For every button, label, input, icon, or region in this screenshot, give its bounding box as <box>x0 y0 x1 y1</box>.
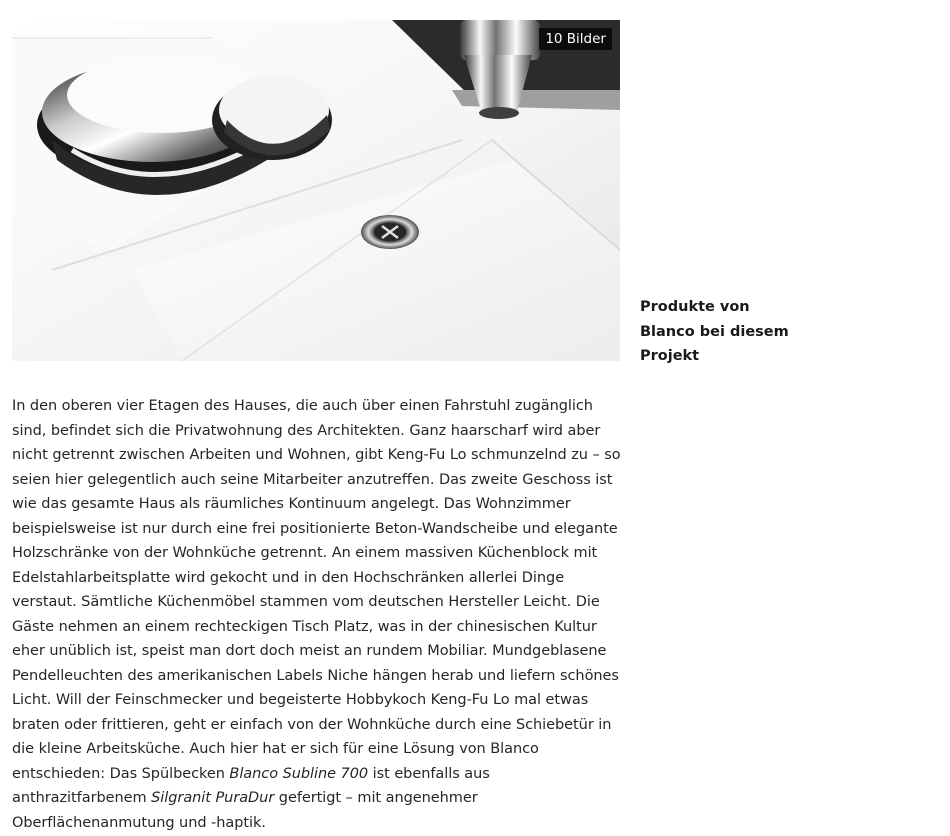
products-heading-line3: Projekt <box>640 348 700 364</box>
gallery-image[interactable] <box>12 20 620 361</box>
products-heading-line1: Produkte von <box>640 299 750 315</box>
product-name-material: Silgranit PuraDur <box>151 790 275 806</box>
related-products-heading[interactable] <box>640 295 820 369</box>
article-text-part1: In den oberen vier Etagen des Hauses, die auch über einen Fahrstuhl zugänglich sind, befindet sich die Privatwohnung des Architekten. Ganz haarscharf wird aber nicht getrennt zwischen Arbeiten und Wohnen, gibt Keng-Fu Lo schmunzelnd zu – so seien hier gelegentlich auch seine Mitarbeiter anzutreffen. Das zweite Geschoss ist wie das gesamte Haus als räumliches Kontinuum angelegt. Das Wohnzimmer beispielsweise ist nur durch eine frei positionierte Beton-Wandscheibe und elegante Holzschränke von der Wohnküche getrennt. An einem massiven Küchenblock mit Edelstahlarbeitsplatte wird gekocht und in den Hochschränken allerlei Dinge verstaut. Sämtliche Küchenmöbel stammen vom deutschen Hersteller Leicht. Die Gäste nehmen an einem rechteckigen Tisch Platz, was in der chinesischen Kultur eher unüblich ist, speist man dort doch meist an rundem Mobiliar. Mundgeblasene Pendelleuchten des amerikanischen Labels Niche hängen herab und liefern schönes Licht. Will der Feinschmecker und begeisterte Hobbykoch Keng-Fu Lo mal etwas braten oder frittieren, geht er einfach von der Wohnküche durch eine Schiebetür in die kleine Arbeitsküche. Auch hier hat er sich für eine Lösung von Blanco entschieden: Das Spülbecken <box>12 398 621 782</box>
article-paragraph <box>12 394 624 835</box>
product-name-sink: Blanco Subline 700 <box>229 765 369 782</box>
sink-photo <box>12 20 620 361</box>
image-count-badge[interactable]: 10 Bilder <box>539 28 612 50</box>
article-text-part3: gefertigt – mit angenehmer Oberflächenanmutung und -haptik. <box>12 790 478 831</box>
article-text-part2: ist ebenfalls aus anthrazitfarbenem <box>12 765 490 806</box>
products-heading-line2: Blanco bei diesem <box>640 323 789 340</box>
